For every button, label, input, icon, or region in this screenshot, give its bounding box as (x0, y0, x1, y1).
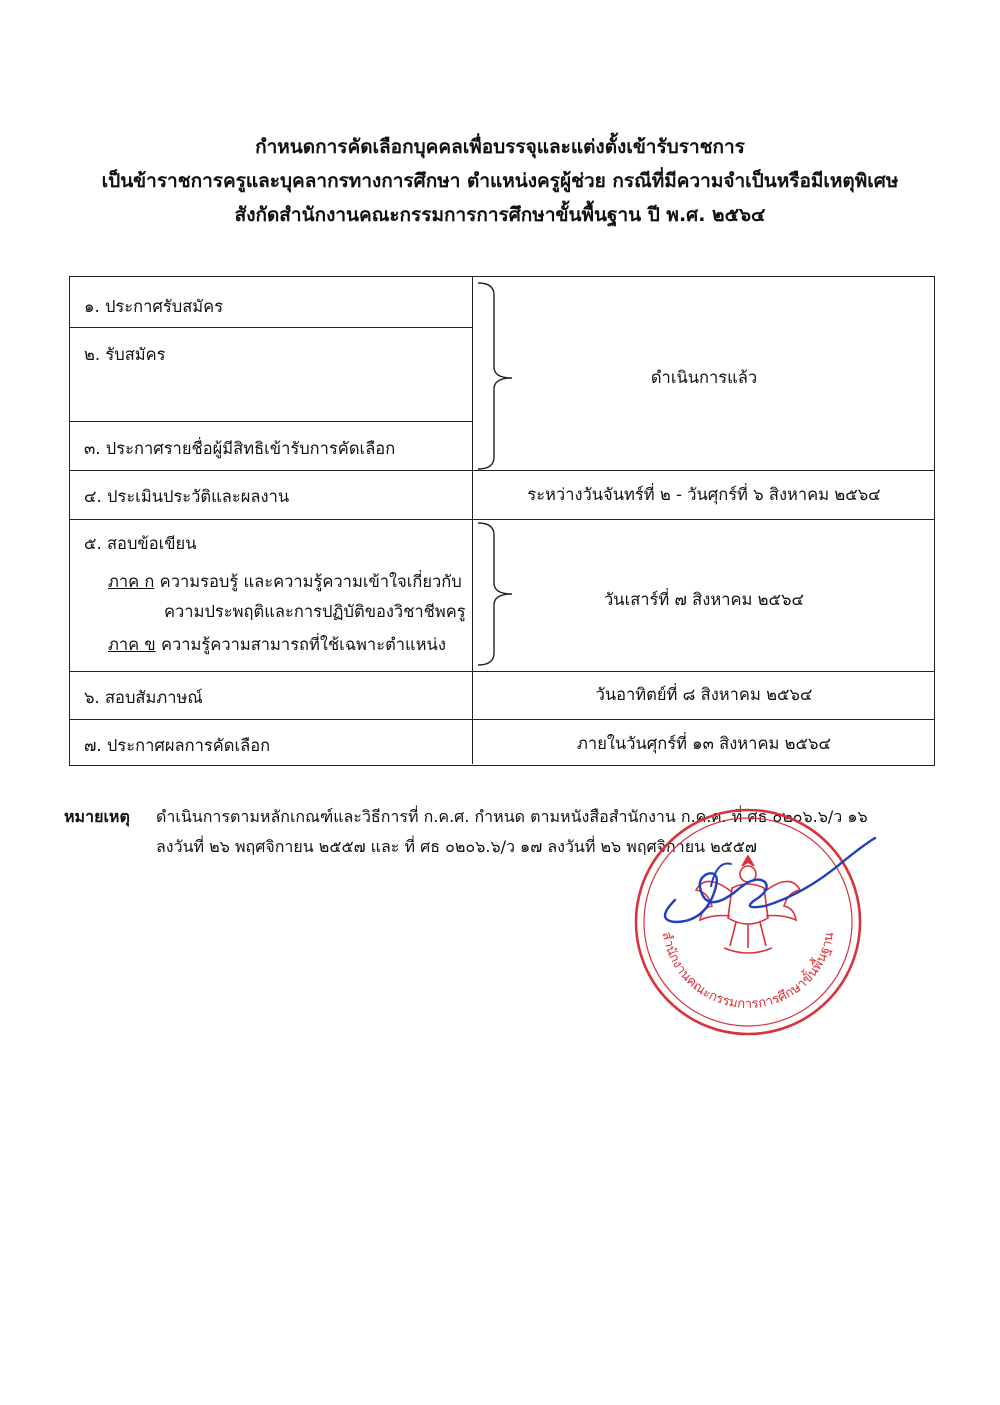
step-6-label: ๖. สอบสัมภาษณ์ (84, 688, 203, 707)
part-a-text: ความรอบรู้ และความรู้ความเข้าใจเกี่ยวกับ (159, 572, 462, 591)
part-b-row (108, 633, 446, 657)
row-divider (70, 327, 472, 328)
note-line-2: ลงวันที่ ๒๖ พฤศจิกายน ๒๕๕๗ และ ที่ ศธ ๐๒๐๖.๖/ว ๑๗ ลงวันที่ ๒๖ พฤศจิกายน ๒๕๕๗ (156, 837, 757, 856)
schedule-table (69, 276, 935, 766)
document-title-line-3: สังกัดสำนักงานคณะกรรมการการศึกษาขั้นพื้นฐาน ปี พ.ศ. ๒๕๖๔ (234, 204, 766, 226)
row-divider (70, 671, 934, 672)
step-4-label: ๔. ประเมินประวัติและผลงาน (84, 487, 290, 506)
step-1-label: ๑. ประกาศรับสมัคร (84, 297, 224, 316)
row-divider (70, 421, 472, 422)
document-title-line-2: เป็นข้าราชการครูและบุคลากรทางการศึกษา ตำแหน่งครูผู้ช่วย กรณีที่มีความจำเป็นหรือมีเหตุพิเศษ (101, 170, 899, 192)
step-7-label: ๗. ประกาศผลการคัดเลือก (84, 736, 271, 755)
part-a-row (108, 570, 462, 594)
part-a-label: ภาค ก (108, 572, 155, 591)
step-3-label: ๓. ประกาศรายชื่อผู้มีสิทธิเข้ารับการคัดเลือก (84, 439, 396, 458)
step-2-label: ๒. รับสมัคร (84, 345, 166, 364)
row-divider (70, 519, 934, 520)
part-b-text: ความรู้ความสามารถที่ใช้เฉพาะตำแหน่ง (160, 635, 446, 654)
step-4-date: ระหว่างวันจันทร์ที่ ๒ - วันศุกร์ที่ ๖ สิงหาคม ๒๕๖๔ (527, 485, 881, 504)
part-b-label: ภาค ข (108, 635, 156, 654)
note-label: หมายเหตุ (64, 807, 130, 826)
step-6-date: วันอาทิตย์ที่ ๘ สิงหาคม ๒๕๖๔ (595, 685, 813, 704)
seal-text: สำนักงานคณะกรรมการการศึกษาขั้นพื้นฐาน (658, 930, 838, 1013)
step-7-date: ภายในวันศุกร์ที่ ๑๓ สิงหาคม ๒๕๖๔ (577, 734, 831, 753)
part-a-text-continued: ความประพฤติและการปฏิบัติของวิชาชีพครู (164, 602, 466, 621)
step-5-label: ๕. สอบข้อเขียน (84, 534, 197, 553)
signature (645, 830, 885, 940)
step-1-3-status: ดำเนินการแล้ว (650, 368, 758, 387)
document-title-line-1: กำหนดการคัดเลือกบุคคลเพื่อบรรจุและแต่งตั้งเข้ารับราชการ (255, 136, 745, 158)
step-5-date: วันเสาร์ที่ ๗ สิงหาคม ๒๕๖๔ (604, 590, 804, 609)
row-divider (70, 719, 934, 720)
note-line-1: ดำเนินการตามหลักเกณฑ์และวิธีการที่ ก.ค.ศ. กำหนด ตามหนังสือสำนักงาน ก.ค.ศ. ที่ ศธ ๐๒๐๖.๖/ว ๑๖ (156, 807, 868, 826)
